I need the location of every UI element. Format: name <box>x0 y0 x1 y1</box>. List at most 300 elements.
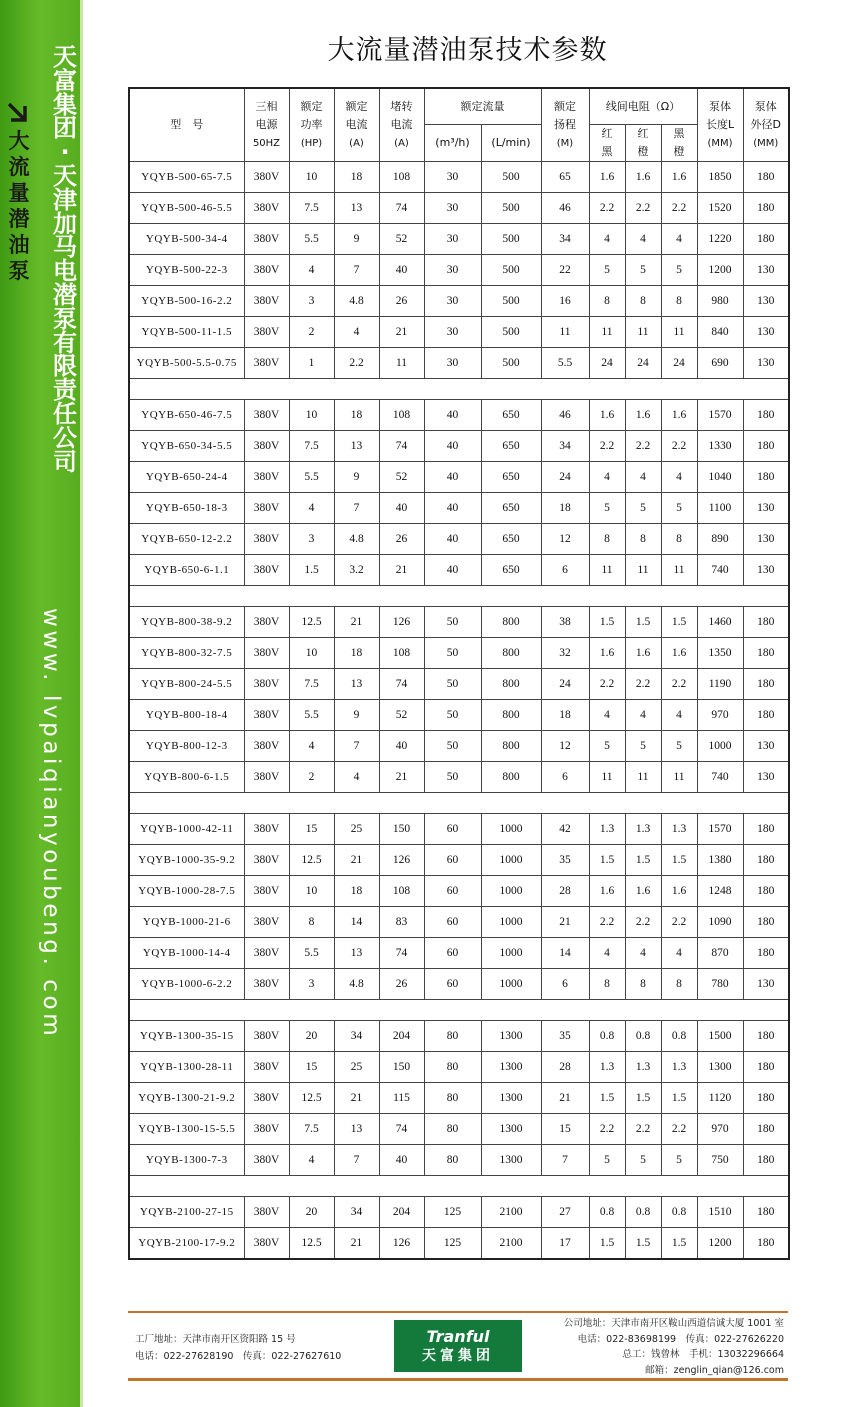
model-cell: YQYB-500-11-1.5 <box>129 317 244 348</box>
group-separator-row <box>129 793 789 814</box>
table-row <box>129 669 789 700</box>
table-cell: 11 <box>589 762 625 793</box>
table-cell: 380V <box>244 1197 289 1228</box>
table-cell: 1.6 <box>589 162 625 193</box>
table-cell: 2.2 <box>589 669 625 700</box>
company-char: 有 <box>53 328 77 357</box>
table-cell: 1520 <box>697 193 743 224</box>
table-cell: 1510 <box>697 1197 743 1228</box>
table-cell: 74 <box>379 431 424 462</box>
table-cell: 5 <box>661 255 697 286</box>
table-cell: 14 <box>541 938 589 969</box>
header-length: 泵体 长度L (MM) <box>697 88 743 162</box>
table-row <box>129 1052 789 1083</box>
table-cell: 380V <box>244 193 289 224</box>
table-cell: 26 <box>379 969 424 1000</box>
table-cell: 1000 <box>481 938 541 969</box>
table-cell: 5.5 <box>289 938 334 969</box>
table-cell: 4 <box>334 762 379 793</box>
table-cell: 60 <box>424 969 481 1000</box>
table-cell: 1000 <box>481 876 541 907</box>
table-cell: 2.2 <box>625 431 661 462</box>
model-cell: YQYB-2100-27-15 <box>129 1197 244 1228</box>
model-cell: YQYB-800-6-1.5 <box>129 762 244 793</box>
table-cell: 12.5 <box>289 607 334 638</box>
table-cell: 740 <box>697 555 743 586</box>
table-row <box>129 493 789 524</box>
table-cell: 80 <box>424 1114 481 1145</box>
table-cell: 1000 <box>481 969 541 1000</box>
table-cell: 800 <box>481 669 541 700</box>
separator-cell <box>129 1176 789 1197</box>
table-cell: 34 <box>334 1021 379 1052</box>
table-cell: 1300 <box>481 1021 541 1052</box>
table-cell: 130 <box>743 731 789 762</box>
table-cell: 130 <box>743 969 789 1000</box>
table-cell: 650 <box>481 431 541 462</box>
table-cell: 1200 <box>697 1228 743 1260</box>
separator-cell <box>129 586 789 607</box>
table-cell: 1220 <box>697 224 743 255</box>
table-cell: 74 <box>379 193 424 224</box>
table-cell: 4 <box>625 700 661 731</box>
table-cell: 4 <box>289 731 334 762</box>
table-cell: 500 <box>481 224 541 255</box>
table-cell: 25 <box>334 1052 379 1083</box>
table-cell: 15 <box>289 1052 334 1083</box>
table-cell: 3 <box>289 969 334 1000</box>
table-cell: 180 <box>743 193 789 224</box>
table-cell: 3.2 <box>334 555 379 586</box>
table-cell: 1000 <box>481 814 541 845</box>
table-cell: 20 <box>289 1197 334 1228</box>
table-cell: 1.3 <box>625 1052 661 1083</box>
company-char: 天 <box>53 161 77 190</box>
table-cell: 130 <box>743 317 789 348</box>
table-cell: 380V <box>244 1052 289 1083</box>
table-cell: 150 <box>379 1052 424 1083</box>
table-cell: 2.2 <box>625 907 661 938</box>
table-cell: 1.5 <box>589 607 625 638</box>
table-row <box>129 224 789 255</box>
table-cell: 15 <box>289 814 334 845</box>
table-cell: 1500 <box>697 1021 743 1052</box>
table-cell: 800 <box>481 607 541 638</box>
table-cell: 46 <box>541 193 589 224</box>
table-cell: 83 <box>379 907 424 938</box>
company-char: 团 <box>53 114 77 143</box>
table-cell: 40 <box>424 431 481 462</box>
table-cell: 108 <box>379 876 424 907</box>
table-cell: 1300 <box>481 1114 541 1145</box>
table-cell: 40 <box>379 255 424 286</box>
table-cell: 7 <box>541 1145 589 1176</box>
table-cell: 2.2 <box>625 669 661 700</box>
table-cell: 180 <box>743 669 789 700</box>
footer-divider-bottom <box>128 1378 788 1381</box>
sidebar-website-url: www. lvpaiqianyoubeng. com <box>38 608 64 1040</box>
table-cell: 2.2 <box>589 431 625 462</box>
table-cell: 126 <box>379 607 424 638</box>
table-cell: 380V <box>244 700 289 731</box>
table-cell: 40 <box>379 1145 424 1176</box>
table-cell: 1.6 <box>589 876 625 907</box>
table-cell: 8 <box>289 907 334 938</box>
company-char: 公 <box>53 423 77 452</box>
table-cell: 4 <box>625 462 661 493</box>
table-cell: 130 <box>743 255 789 286</box>
table-cell: 690 <box>697 348 743 379</box>
table-cell: 380V <box>244 938 289 969</box>
table-cell: 35 <box>541 1021 589 1052</box>
table-cell: 180 <box>743 876 789 907</box>
table-cell: 12 <box>541 524 589 555</box>
table-cell: 500 <box>481 162 541 193</box>
table-cell: 11 <box>589 555 625 586</box>
table-cell: 1120 <box>697 1083 743 1114</box>
header-head: 额定 扬程 (M) <box>541 88 589 162</box>
company-char: 电 <box>53 257 77 286</box>
company-char: · <box>60 138 70 167</box>
table-cell: 5 <box>625 731 661 762</box>
table-cell: 204 <box>379 1197 424 1228</box>
table-row <box>129 1145 789 1176</box>
header-model: 型 号 <box>129 88 244 162</box>
header-current: 额定 电流 (A) <box>334 88 379 162</box>
table-cell: 980 <box>697 286 743 317</box>
table-cell: 2.2 <box>589 907 625 938</box>
table-cell: 80 <box>424 1083 481 1114</box>
model-cell: YQYB-500-34-4 <box>129 224 244 255</box>
table-cell: 180 <box>743 845 789 876</box>
table-cell: 20 <box>289 1021 334 1052</box>
model-cell: YQYB-1000-28-7.5 <box>129 876 244 907</box>
table-cell: 52 <box>379 700 424 731</box>
category-char: 流 <box>8 155 30 179</box>
table-cell: 2 <box>289 317 334 348</box>
company-char: 责 <box>53 376 77 405</box>
table-cell: 380V <box>244 814 289 845</box>
model-cell: YQYB-650-6-1.1 <box>129 555 244 586</box>
table-cell: 21 <box>379 762 424 793</box>
table-cell: 12 <box>541 731 589 762</box>
table-cell: 1.3 <box>625 814 661 845</box>
table-cell: 12.5 <box>289 1228 334 1260</box>
table-cell: 40 <box>379 493 424 524</box>
table-cell: 50 <box>424 700 481 731</box>
table-cell: 1380 <box>697 845 743 876</box>
table-cell: 5 <box>625 493 661 524</box>
table-cell: 130 <box>743 762 789 793</box>
table-cell: 30 <box>424 193 481 224</box>
category-char: 大 <box>8 129 30 153</box>
table-cell: 1.6 <box>625 400 661 431</box>
table-cell: 650 <box>481 493 541 524</box>
table-cell: 1.5 <box>589 1228 625 1260</box>
table-cell: 40 <box>424 524 481 555</box>
table-cell: 380V <box>244 348 289 379</box>
table-cell: 180 <box>743 431 789 462</box>
model-cell: YQYB-650-12-2.2 <box>129 524 244 555</box>
table-cell: 180 <box>743 1197 789 1228</box>
table-cell: 1.6 <box>589 638 625 669</box>
table-cell: 1570 <box>697 814 743 845</box>
company-char: 加 <box>53 209 77 238</box>
table-cell: 26 <box>379 524 424 555</box>
table-cell: 25 <box>334 814 379 845</box>
table-row <box>129 938 789 969</box>
table-cell: 2.2 <box>589 1114 625 1145</box>
table-cell: 2.2 <box>625 193 661 224</box>
table-cell: 26 <box>379 286 424 317</box>
table-cell: 8 <box>625 286 661 317</box>
table-cell: 180 <box>743 224 789 255</box>
brand-logo <box>394 1320 522 1372</box>
table-cell: 60 <box>424 814 481 845</box>
table-cell: 8 <box>661 286 697 317</box>
table-cell: 8 <box>625 969 661 1000</box>
table-row <box>129 431 789 462</box>
table-row <box>129 762 789 793</box>
header-flow: 额定流量 <box>424 88 541 125</box>
model-cell: YQYB-1300-15-5.5 <box>129 1114 244 1145</box>
table-cell: 13 <box>334 938 379 969</box>
table-cell: 650 <box>481 400 541 431</box>
company-char: 集 <box>53 90 77 119</box>
table-cell: 1300 <box>481 1145 541 1176</box>
group-separator-row <box>129 379 789 400</box>
table-row <box>129 286 789 317</box>
table-cell: 4 <box>589 700 625 731</box>
table-row <box>129 1197 789 1228</box>
table-cell: 970 <box>697 1114 743 1145</box>
table-row <box>129 1228 789 1260</box>
table-cell: 126 <box>379 1228 424 1260</box>
model-cell: YQYB-500-22-3 <box>129 255 244 286</box>
table-cell: 380V <box>244 400 289 431</box>
company-char: 司 <box>53 447 77 476</box>
table-cell: 13 <box>334 1114 379 1145</box>
table-cell: 1300 <box>697 1052 743 1083</box>
table-row <box>129 348 789 379</box>
table-cell: 380V <box>244 462 289 493</box>
header-resistance: 线间电阻（Ω） <box>589 88 697 125</box>
table-cell: 1000 <box>697 731 743 762</box>
table-cell: 4.8 <box>334 969 379 1000</box>
table-cell: 500 <box>481 255 541 286</box>
table-cell: 180 <box>743 907 789 938</box>
table-cell: 1000 <box>481 845 541 876</box>
chief-engineer-contact: 总工：钱曾林 手机：13032296664 <box>622 1349 784 1360</box>
table-cell: 16 <box>541 286 589 317</box>
table-cell: 1.3 <box>661 1052 697 1083</box>
table-cell: 28 <box>541 876 589 907</box>
table-cell: 2.2 <box>661 431 697 462</box>
table-cell: 1090 <box>697 907 743 938</box>
table-cell: 4 <box>334 317 379 348</box>
table-cell: 7.5 <box>289 669 334 700</box>
table-cell: 500 <box>481 317 541 348</box>
table-cell: 380V <box>244 162 289 193</box>
company-char: 津 <box>53 185 77 214</box>
table-cell: 1.3 <box>661 814 697 845</box>
table-row <box>129 607 789 638</box>
table-cell: 740 <box>697 762 743 793</box>
table-cell: 380V <box>244 762 289 793</box>
table-cell: 380V <box>244 286 289 317</box>
table-cell: 126 <box>379 845 424 876</box>
table-header-row <box>129 88 789 125</box>
table-cell: 7 <box>334 1145 379 1176</box>
table-cell: 40 <box>424 400 481 431</box>
model-cell: YQYB-1300-7-3 <box>129 1145 244 1176</box>
table-cell: 6 <box>541 969 589 1000</box>
category-char: 潜 <box>8 207 30 231</box>
table-cell: 180 <box>743 462 789 493</box>
table-cell: 380V <box>244 431 289 462</box>
table-cell: 4 <box>661 462 697 493</box>
table-cell: 42 <box>541 814 589 845</box>
table-cell: 1.3 <box>589 814 625 845</box>
table-cell: 750 <box>697 1145 743 1176</box>
table-cell: 1.5 <box>661 607 697 638</box>
table-cell: 6 <box>541 762 589 793</box>
table-cell: 52 <box>379 224 424 255</box>
category-char: 量 <box>8 181 30 205</box>
table-cell: 15 <box>541 1114 589 1145</box>
model-cell: YQYB-800-18-4 <box>129 700 244 731</box>
table-cell: 1.6 <box>589 400 625 431</box>
table-cell: 2.2 <box>661 669 697 700</box>
table-row <box>129 255 789 286</box>
header-voltage: 三相 电源 50HZ <box>244 88 289 162</box>
table-cell: 380V <box>244 1228 289 1260</box>
table-row <box>129 162 789 193</box>
table-cell: 0.8 <box>625 1021 661 1052</box>
model-cell: YQYB-650-24-4 <box>129 462 244 493</box>
table-cell: 180 <box>743 814 789 845</box>
table-cell: 130 <box>743 286 789 317</box>
table-cell: 800 <box>481 762 541 793</box>
table-cell: 28 <box>541 1052 589 1083</box>
table-cell: 22 <box>541 255 589 286</box>
table-cell: 380V <box>244 317 289 348</box>
table-cell: 1.6 <box>625 162 661 193</box>
table-cell: 9 <box>334 224 379 255</box>
table-cell: 7.5 <box>289 1114 334 1145</box>
table-row <box>129 524 789 555</box>
table-cell: 5 <box>661 731 697 762</box>
table-cell: 12.5 <box>289 1083 334 1114</box>
model-cell: YQYB-800-12-3 <box>129 731 244 762</box>
table-cell: 500 <box>481 348 541 379</box>
header-res-red-black: 红 黑 <box>589 125 625 162</box>
table-cell: 5.5 <box>541 348 589 379</box>
table-cell: 4.8 <box>334 286 379 317</box>
table-cell: 840 <box>697 317 743 348</box>
table-cell: 8 <box>589 286 625 317</box>
model-cell: YQYB-500-46-5.5 <box>129 193 244 224</box>
table-cell: 11 <box>625 762 661 793</box>
sidebar <box>0 0 80 1407</box>
table-row <box>129 462 789 493</box>
table-cell: 2100 <box>481 1197 541 1228</box>
table-cell: 8 <box>589 969 625 1000</box>
table-cell: 11 <box>589 317 625 348</box>
table-cell: 0.8 <box>661 1021 697 1052</box>
table-cell: 650 <box>481 462 541 493</box>
header-flow-lmin: (L/min) <box>481 125 541 162</box>
header-res-black-orange: 黑 橙 <box>661 125 697 162</box>
table-cell: 38 <box>541 607 589 638</box>
table-cell: 500 <box>481 193 541 224</box>
table-cell: 125 <box>424 1197 481 1228</box>
table-row <box>129 876 789 907</box>
table-cell: 4 <box>289 493 334 524</box>
table-cell: 0.8 <box>661 1197 697 1228</box>
table-cell: 108 <box>379 162 424 193</box>
table-cell: 80 <box>424 1052 481 1083</box>
page-title: 大流量潜油泵技术参数 <box>327 35 608 66</box>
table-cell: 80 <box>424 1145 481 1176</box>
table-cell: 0.8 <box>589 1021 625 1052</box>
table-cell: 1300 <box>481 1083 541 1114</box>
table-row <box>129 1021 789 1052</box>
table-cell: 74 <box>379 669 424 700</box>
table-cell: 1.5 <box>661 845 697 876</box>
company-char: 潜 <box>53 280 77 309</box>
table-cell: 1 <box>289 348 334 379</box>
table-row <box>129 969 789 1000</box>
table-cell: 3 <box>289 524 334 555</box>
table-cell: 46 <box>541 400 589 431</box>
table-row <box>129 638 789 669</box>
table-cell: 1.5 <box>625 1083 661 1114</box>
table-cell: 180 <box>743 400 789 431</box>
table-row <box>129 1083 789 1114</box>
table-cell: 5.5 <box>289 700 334 731</box>
table-row <box>129 193 789 224</box>
table-row <box>129 845 789 876</box>
table-cell: 4 <box>289 1145 334 1176</box>
header-locked-current: 堵转 电流 (A) <box>379 88 424 162</box>
table-cell: 32 <box>541 638 589 669</box>
table-row <box>129 555 789 586</box>
table-cell: 1.5 <box>625 1228 661 1260</box>
table-cell: 180 <box>743 1052 789 1083</box>
model-cell: YQYB-800-38-9.2 <box>129 607 244 638</box>
model-cell: YQYB-1000-21-6 <box>129 907 244 938</box>
company-char: 任 <box>53 399 77 428</box>
table-cell: 21 <box>334 1083 379 1114</box>
table-cell: 14 <box>334 907 379 938</box>
table-cell: 60 <box>424 907 481 938</box>
table-cell: 180 <box>743 607 789 638</box>
table-cell: 40 <box>424 493 481 524</box>
header-res-red-orange: 红 橙 <box>625 125 661 162</box>
arrow-down-right-icon <box>6 100 30 124</box>
table-cell: 11 <box>379 348 424 379</box>
table-cell: 870 <box>697 938 743 969</box>
table-cell: 8 <box>661 524 697 555</box>
company-phone: 电话：022-83698199 传真：022-27626220 <box>577 1333 784 1345</box>
model-cell: YQYB-1000-35-9.2 <box>129 845 244 876</box>
table-cell: 5 <box>661 1145 697 1176</box>
table-row <box>129 400 789 431</box>
table-cell: 1.6 <box>661 162 697 193</box>
table-cell: 11 <box>661 317 697 348</box>
table-cell: 11 <box>661 762 697 793</box>
